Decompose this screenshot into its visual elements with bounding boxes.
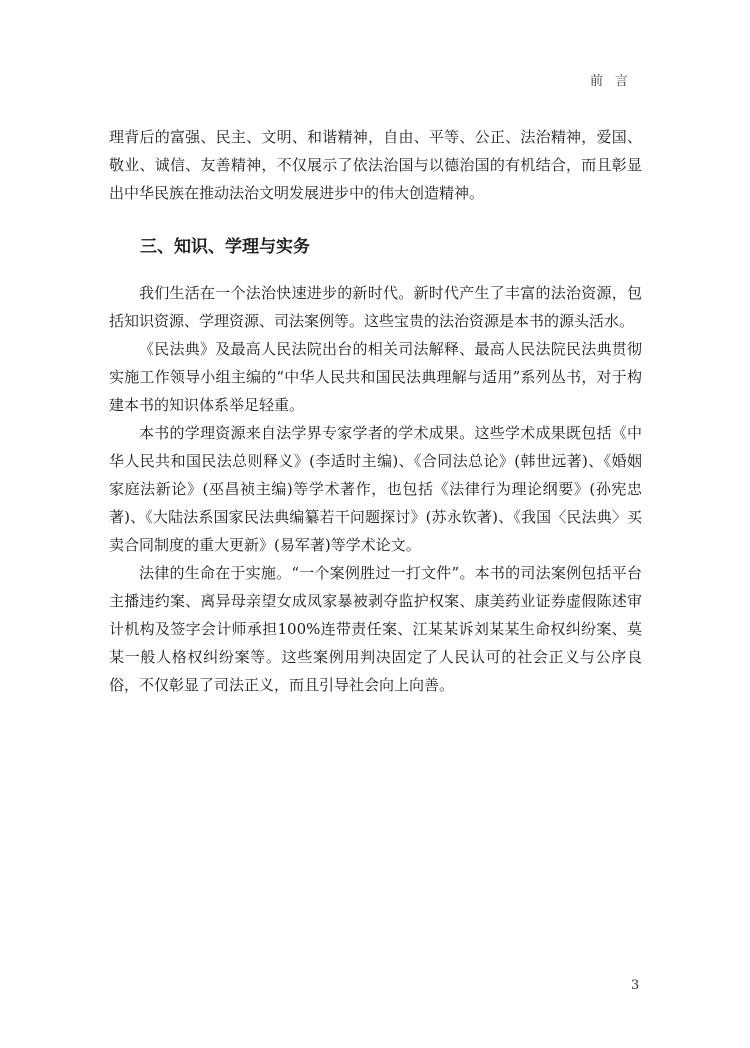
body-paragraph: 法律的生命在于实施。“一个案例胜过一打文件”。本书的司法案例包括平台主播违约案、离异母亲望女成凤家暴被剥夺监护权案、康美药业证券虚假陈述审计机构及签字会计师承担100%连带责任案、江某某诉刘某某生命权纠纷案、莫某一般人格权纠纷案等。这些案例用判决固定了人民认可的社会正义与公序良俗，不仅彰显了司法正义，而且引导社会向上向善。 — [109, 564, 642, 694]
section-heading: 三、知识、学理与实务 — [140, 237, 310, 257]
page-body — [109, 123, 642, 699]
continued-paragraph: 理背后的富强、民主、文明、和谐精神，自由、平等、公正、法治精神，爱国、敬业、诚信、友善精神，不仅展示了依法治国与以德治国的有机结合，而且彰显出中华民族在推动法治文明发展进步中的伟大创造精神。 — [109, 128, 642, 202]
body-paragraph: 《民法典》及最高人民法院出台的相关司法解释、最高人民法院民法典贯彻实施工作领导小组主编的“中华人民共和国民法典理解与适用”系列丛书，对于构建本书的知识体系举足轻重。 — [109, 340, 642, 414]
running-header: 前言 — [589, 74, 640, 89]
page-number: 3 — [631, 978, 640, 993]
body-paragraph: 本书的学理资源来自法学界专家学者的学术成果。这些学术成果既包括《中华人民共和国民法总则释义》(李适时主编)、《合同法总论》(韩世远著)、《婚姻家庭法新论》(巫昌祯主编)等学术著作，也包括《法律行为理论纲要》(孙宪忠著)、《大陆法系国家民法典编纂若干问题探讨》(苏永钦著)、《我国〈民法典〉买卖合同制度的重大更新》(易军著)等学术论文。 — [109, 424, 642, 554]
body-paragraph: 我们生活在一个法治快速进步的新时代。新时代产生了丰富的法治资源，包括知识资源、学理资源、司法案例等。这些宝贵的法治资源是本书的源头活水。 — [109, 284, 642, 330]
